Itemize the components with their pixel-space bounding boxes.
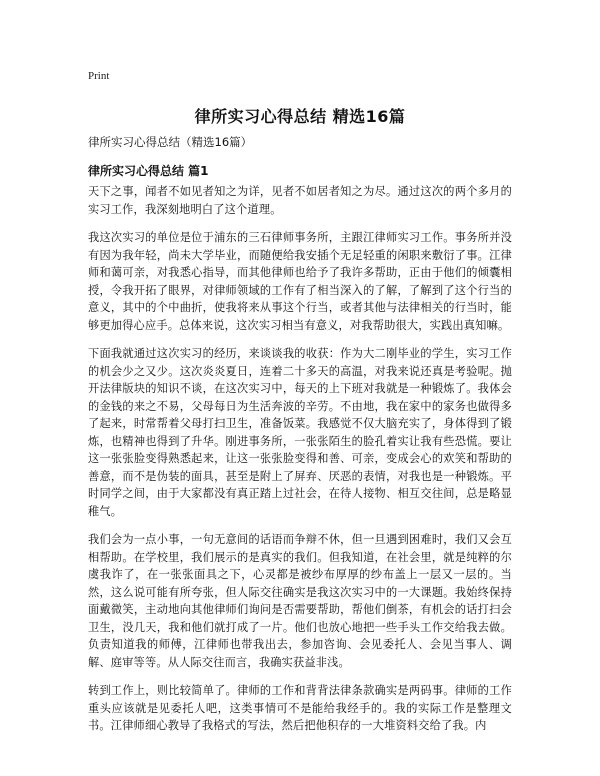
- print-link[interactable]: Print: [88, 70, 110, 82]
- paragraph-1: 天下之事，闻者不如见者知之为详，见者不如居者知之为尽。通过这次的两个多月的实习工作，我深刻地明白了这个道理。: [88, 185, 512, 216]
- section-heading: 律所实习心得总结 篇1: [88, 164, 209, 178]
- paragraph-5: 转到工作上，则比较简单了。律师的工作和背背法律条款确实是两码事。律师的工作重头应该就是见委托人吧，这类事情可不是能给我经手的。我的实际工作是整理文书。江律师细心教导了我格式的写法，然后把他积存的一大堆资料交给了我。内: [88, 684, 512, 732]
- paragraph-2: 我这次实习的单位是位于浦东的三石律师事务所，主跟江律师实习工作。事务所并没有因为我年轻，尚未大学毕业，而随便给我安插个无足轻重的闲职来敷衍了事。江律师和蔼可亲，对我悉心指导，而其他律师也给予了我许多帮助，正由于他们的倾囊相授，令我开拓了眼界，对律师领域的工作有了相当深入的了解，了解到了这个行当的意义，其中的个中曲折，使我将来从事这个行当，或者其他与法律相关的行当时，能够更加得心应手。总体来说，这次实习相当有意义，对我帮助很大，实践出真知嘛。: [88, 231, 512, 332]
- paragraph-3: 下面我就通过这次实习的经历，来谈谈我的收获：作为大二刚毕业的学生，实习工作的机会少之又少。这次炎炎夏日，连着二十多天的高温，对我来说还真是考验呢。抛开法律版块的知识不谈，在这次实习中，每天的上下班对我就是一种锻炼了。我体会的金钱的来之不易，父母每日为生活奔波的辛劳。不由地，我在家中的家务也做得多了起来，时常帮着父母打扫卫生，准备饭菜。我感觉不仅大脑充实了，身体得到了锻炼，也精神也得到了升华。刚进事务所，一张张陌生的脸孔着实让我有些恐慌。要让这一张张脸变得熟悉起来，让这一张张脸变得和善、可亲，变成会心的欢笑和帮助的善意，而不是伪装的面具，甚至是附上了屏弃、厌恶的表情，对我也是一种锻炼。平时同学之间，由于大家都没有真正踏上过社会，在待人接物、相互交往间，总是略显稚气。: [88, 347, 512, 518]
- paragraph-4: 我们会为一点小事，一句无意间的话语而争辩不休，但一旦遇到困难时，我们又会互相帮助。在学校里，我们展示的是真实的我们。但我知道，在社会里，就是纯粹的尔虞我诈了，在一张张面具之下，心灵都是被纱布厚厚的纱布盖上一层又一层的。当然，这么说可能有所夸张，但人际交往确实是我这次实习中的一大课题。我始终保持面戴微笑，主动地向其他律师们询问是否需要帮助，帮他们倒茶，有机会的话打扫会卫生，没几天，我和他们就打成了一片。他们也放心地把一些手头工作交给我去做。负责知道我的师傅，江律师也带我出去，参加咨询、会见委托人、会见当事人、调解、庭审等等。从人际交往而言，我确实获益非浅。: [88, 533, 512, 669]
- article-body: [88, 183, 512, 746]
- document-subtitle: 律所实习心得总结（精选16篇）: [88, 135, 253, 149]
- page-title: 律所实习心得总结 精选16篇: [194, 107, 406, 126]
